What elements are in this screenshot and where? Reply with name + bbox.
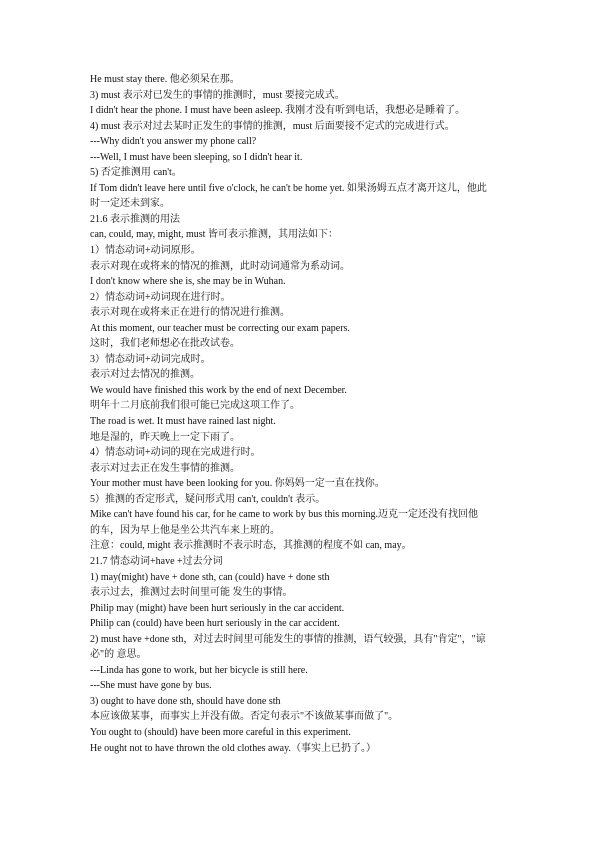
text-line: 注意：could, might 表示推测时不表示时态，其推测的程度不如 can, may。 [90, 540, 412, 552]
text-line: 的车，因为早上他是坐公共汽车来上班的。 [90, 524, 280, 536]
text-line: 表示对过去情况的推测。 [90, 369, 200, 381]
text-line: 3) ought to have done sth, should have done sth [90, 695, 281, 707]
text-line: He ought not to have thrown the old clothes away.（事实上已扔了。） [90, 742, 376, 754]
text-line: 这时，我们老师想必在批改试卷。 [90, 338, 240, 350]
text-line: 2) must have +done sth，对过去时间里可能发生的事情的推测，语气较强，具有"肯定"，"谅 [90, 633, 486, 645]
text-line: can, could, may, might, must 皆可表示推测，其用法如下： [90, 229, 338, 241]
text-line: ---She must have gone by bus. [90, 680, 212, 692]
text-line: 本应该做某事，而事实上并没有做。否定句表示"不该做某事而做了"。 [90, 711, 399, 723]
text-line: I don't know where she is, she may be in Wuhan. [90, 276, 286, 288]
text-line: ---Why didn't you answer my phone call? [90, 136, 257, 148]
text-line: He must stay there. 他必须呆在那。 [90, 74, 240, 85]
document-page [90, 72, 520, 756]
text-line: I didn't hear the phone. I must have been asleep. 我刚才没有听到电话，我想必是睡着了。 [90, 105, 466, 117]
text-line: 表示过去，推测过去时间里可能 发生的事情。 [90, 587, 293, 599]
text-line: Mike can't have found his car, for he came to work by bus this morning.迈克一定还没有找回他 [90, 509, 478, 521]
text-line: 4）情态动词+动词的现在完成进行时。 [90, 447, 261, 459]
text-line: If Tom didn't leave here until five o'clock, he can't be home yet. 如果汤姆五点才离开这儿，他此 [90, 182, 487, 194]
text-line: Philip may (might) have been hurt seriously in the car accident. [90, 602, 345, 614]
text-line: 明年十二月底前我们很可能已完成这项工作了。 [90, 400, 300, 412]
text-line: 表示对现在或将来正在进行的情况进行推测。 [90, 307, 290, 319]
section-heading: 21.6 表示推测的用法 [90, 213, 180, 225]
text-line: 表示对过去正在发生事情的推测。 [90, 462, 240, 474]
text-line: 1）情态动词+动词原形。 [90, 245, 201, 257]
text-line: 1) may(might) have + done sth, can (could) have + done sth [90, 571, 330, 583]
text-line: 3）情态动词+动词完成时。 [90, 353, 211, 365]
section-heading: 21.7 情态动词+have +过去分词 [90, 555, 223, 567]
text-line: The road is wet. It must have rained last night. [90, 416, 276, 428]
text-line: 地是湿的，昨天晚上一定下雨了。 [90, 431, 240, 443]
text-line: 时一定还未到家。 [90, 198, 170, 210]
text-line: ---Well, I must have been sleeping, so I didn't hear it. [90, 151, 303, 163]
text-line: We would have finished this work by the end of next December. [90, 384, 347, 396]
text-line: At this moment, our teacher must be correcting our exam papers. [90, 322, 350, 334]
text-line: Your mother must have been looking for you. 你妈妈一定一直在找你。 [90, 478, 385, 490]
text-line: 表示对现在或将来的情况的推测，此时动词通常为系动词。 [90, 260, 350, 272]
text-line: 3) must 表示对已发生的事情的推测时，must 要接完成式。 [90, 89, 345, 101]
text-line: 2）情态动词+动词现在进行时。 [90, 291, 231, 303]
text-line: ---Linda has gone to work, but her bicycle is still here. [90, 664, 308, 676]
text-line: 必"的 意思。 [90, 649, 147, 661]
text-line: 4) must 表示对过去某时正发生的事情的推测，must 后面要接不定式的完成进行式。 [90, 120, 455, 132]
text-line: 5) 否定推测用 can't。 [90, 167, 182, 179]
text-line: You ought to (should) have been more careful in this experiment. [90, 726, 351, 738]
text-line: Philip can (could) have been hurt seriously in the car accident. [90, 618, 340, 630]
text-line: 5）推测的否定形式，疑问形式用 can't, couldn't 表示。 [90, 493, 326, 505]
